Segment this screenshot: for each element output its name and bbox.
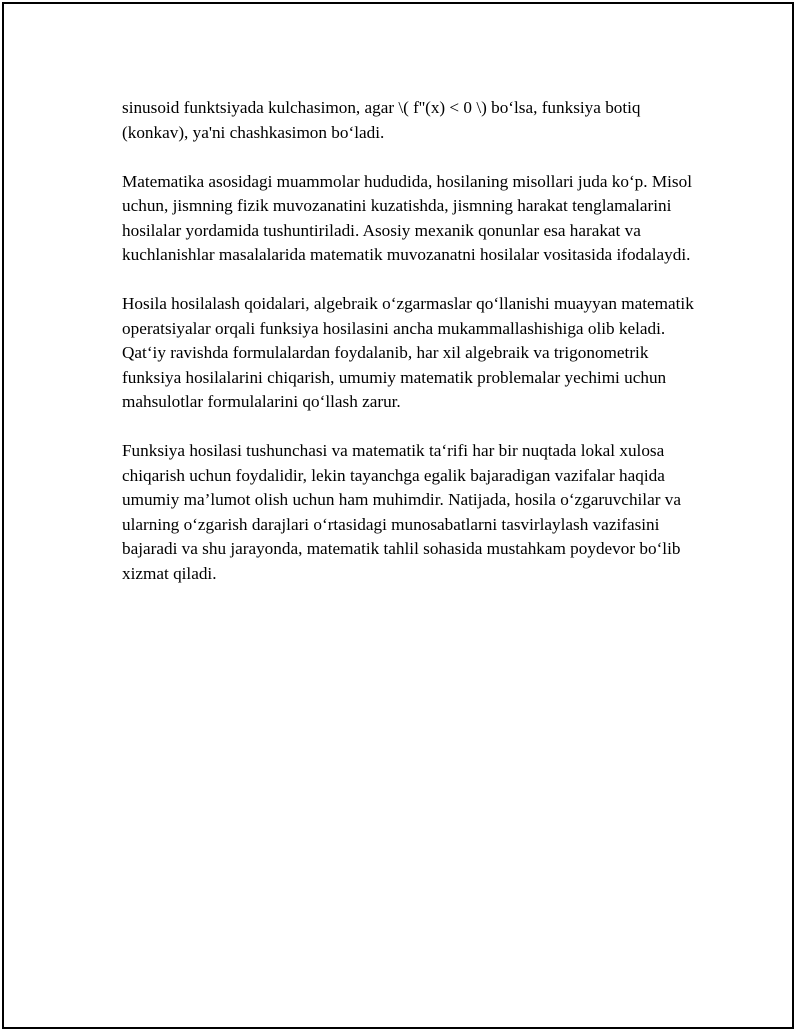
paragraph-4: Funksiya hosilasi tushunchasi va matematik ta‘rifi har bir nuqtada lokal xulosa chiqarish uchun foydalidir, lekin tayanchga egalik bajaradigan vazifalar haqida umumiy ma’lumot olish uchun ham muhimdir. Natijada, hosila o‘zgaruvchilar va ularning o‘zgarish darajlari o‘rtasidagi munosabatlarni tasvirlaylash vazifasini bajaradi va shu jarayonda, matematik tahlil sohasida mustahkam poydevor bo‘lib xizmat qiladi. xyxy=(122,441,681,583)
paragraph-3: Hosila hosilalash qoidalari, algebraik o‘zgarmaslar qo‘llanishi muayyan matematik operatsiyalar orqali funksiya hosilasini ancha mukammallashishiga olib keladi. Qat‘iy ravishda formulalardan foydalanib, har xil algebraik va trigonometrik funksiya hosilalarini chiqarish, umumiy matematik problemalar yechimi uchun mahsulotlar formulalarini qo‘llash zarur. xyxy=(122,294,694,411)
document-body xyxy=(122,96,697,611)
paragraph-1: sinusoid funktsiyada kulchasimon, agar \( f''(x) < 0 \) bo‘lsa, funksiya botiq (konkav), ya'ni chashkasimon bo‘ladi. xyxy=(122,98,641,142)
page-frame xyxy=(2,2,794,1029)
paragraph-2: Matematika asosidagi muammolar hududida, hosilaning misollari juda ko‘p. Misol uchun, jismning fizik muvozanatini kuzatishda, jismning harakat tenglamalarini hosilalar yordamida tushuntiriladi. Asosiy mexanik qonunlar esa harakat va kuchlanishlar masalalarida matematik muvozanatni hosilalar vositasida ifodalaydi. xyxy=(122,171,692,264)
